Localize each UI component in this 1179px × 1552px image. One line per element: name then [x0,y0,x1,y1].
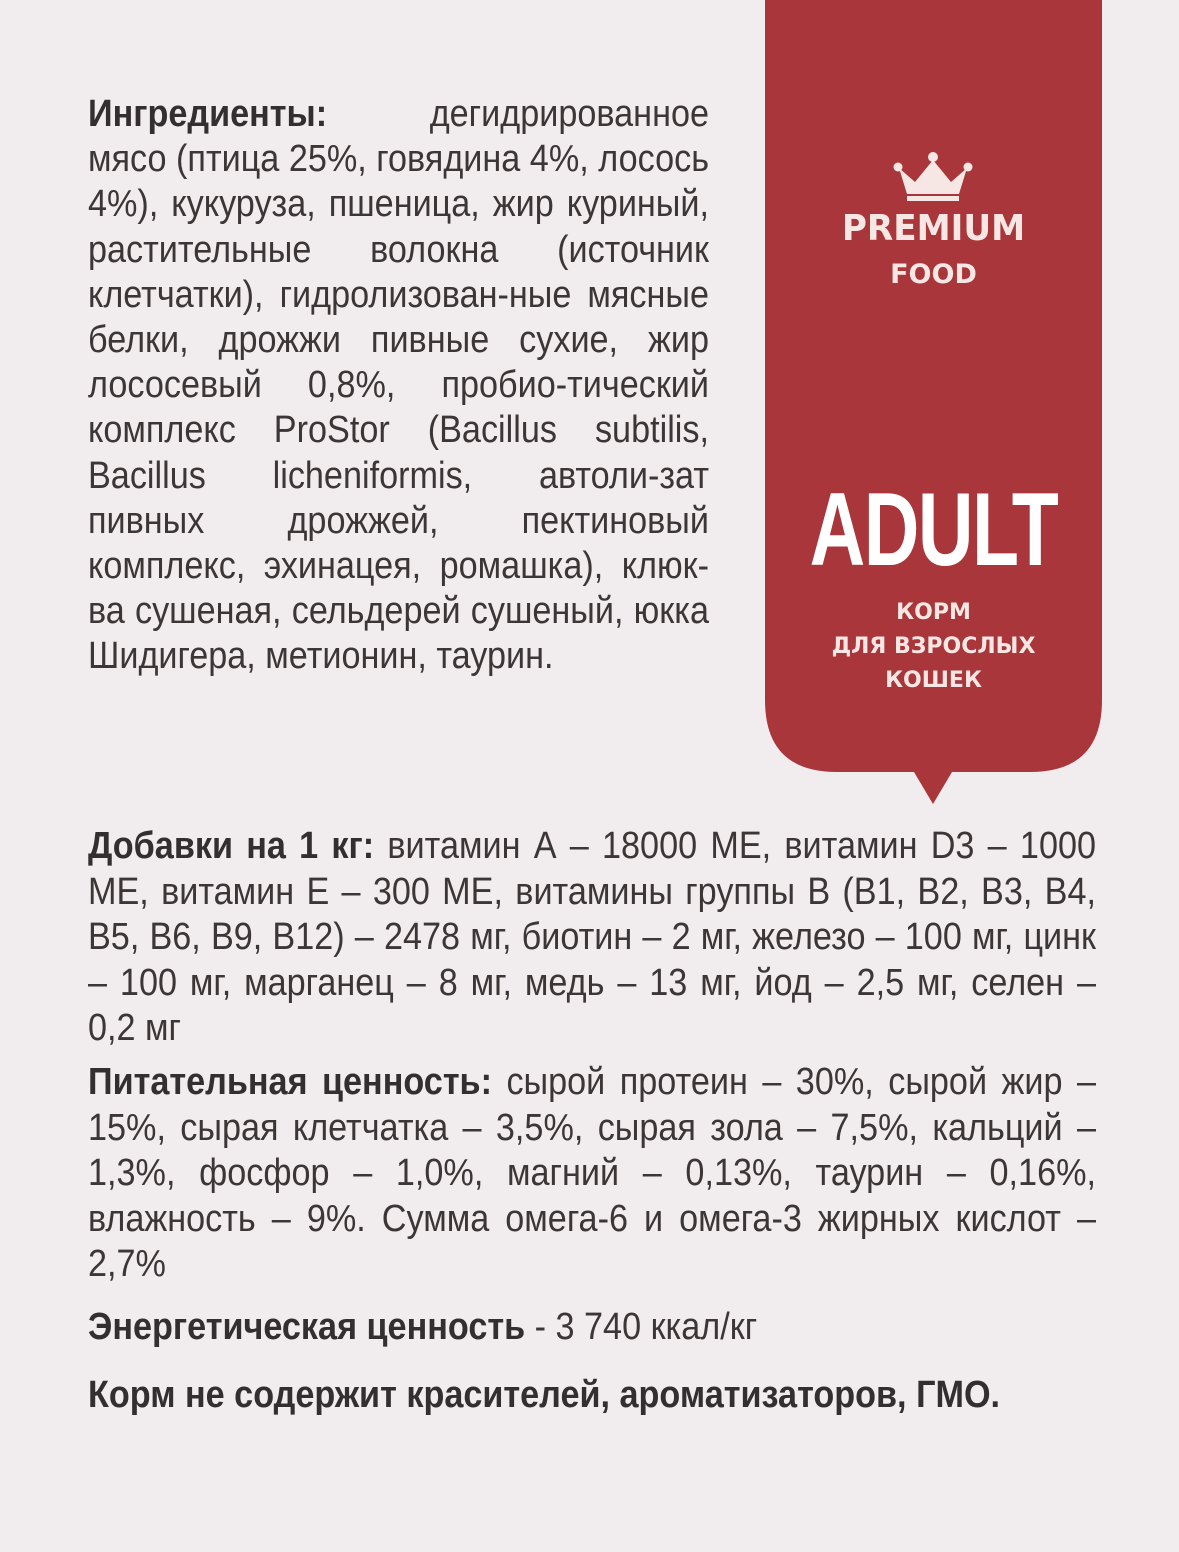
subtitle-line-3: КОШЕК [885,668,982,693]
no-additives-statement: Корм не содержит красителей, ароматизаторов, ГМО. [88,1374,1001,1416]
crown-icon [893,150,973,207]
subtitle-line-2: ДЛЯ ВЗРОСЛЫХ [831,634,1036,659]
premium-text: PREMIUM [841,208,1026,249]
energy-label: Энергетическая ценность [88,1306,526,1348]
additives-label: Добавки на 1 кг: [88,825,375,867]
additives-paragraph [88,824,1096,1052]
additives-text: витамин А – 18000 МЕ, витамин D3 – 1000 МЕ, витамин Е – 300 МЕ, витамины группы В (В1, В2, В3, В4, В5, В6, В9, В12) – 2478 мг, биотин – 2 мг, железо – 100 мг, цинк – 100 мг, марганец – 8 мг, медь – 13 мг, йод – 2,5 мг, селен – 0,2 мг [88,825,1097,1049]
nutrition-text: сырой протеин – 30%, сырой жир – 15%, сырая клетчатка – 3,5%, сырая зола – 7,5%, кальций – 1,3%, фосфор – 1,0%, магний – 0,13%, таурин – 0,16%, влажность – 9%. Сумма омега-6 и омега-3 жирных кислот – 2,7% [88,1061,1097,1285]
nutrition-paragraph [88,1060,1096,1288]
ingredients-label: Ингредиенты: [88,93,328,135]
product-banner [765,0,1102,805]
energy-text: - 3 740 ккал/кг [525,1306,758,1348]
food-text: FOOD [890,259,977,290]
adult-title: ADULT [809,472,1058,588]
ingredients-text: дегидрированное мясо (птица 25%, говядина 4%, лосось 4%), кукуруза, пшеница, жир куриный, растительные волокна (источник клетчатки), гидролизован-ные мясные белки, дрожжи пивные сухие, жир лососевый 0,8%, пробио-тический комплекс ProStor (Bacillus subtilis, Bacillus licheniformis, автоли-зат пивных дрожжей, пектиновый комплекс, эхинацея, ромашка), клюк-ва сушеная, сельдерей сушеный, юкка Шидигера, метионин, таурин. [88,93,710,678]
nutrition-label: Питательная ценность: [88,1061,492,1103]
ingredients-paragraph [88,92,709,680]
energy-paragraph [88,1305,1096,1350]
subtitle-line-1: КОРМ [896,600,971,625]
